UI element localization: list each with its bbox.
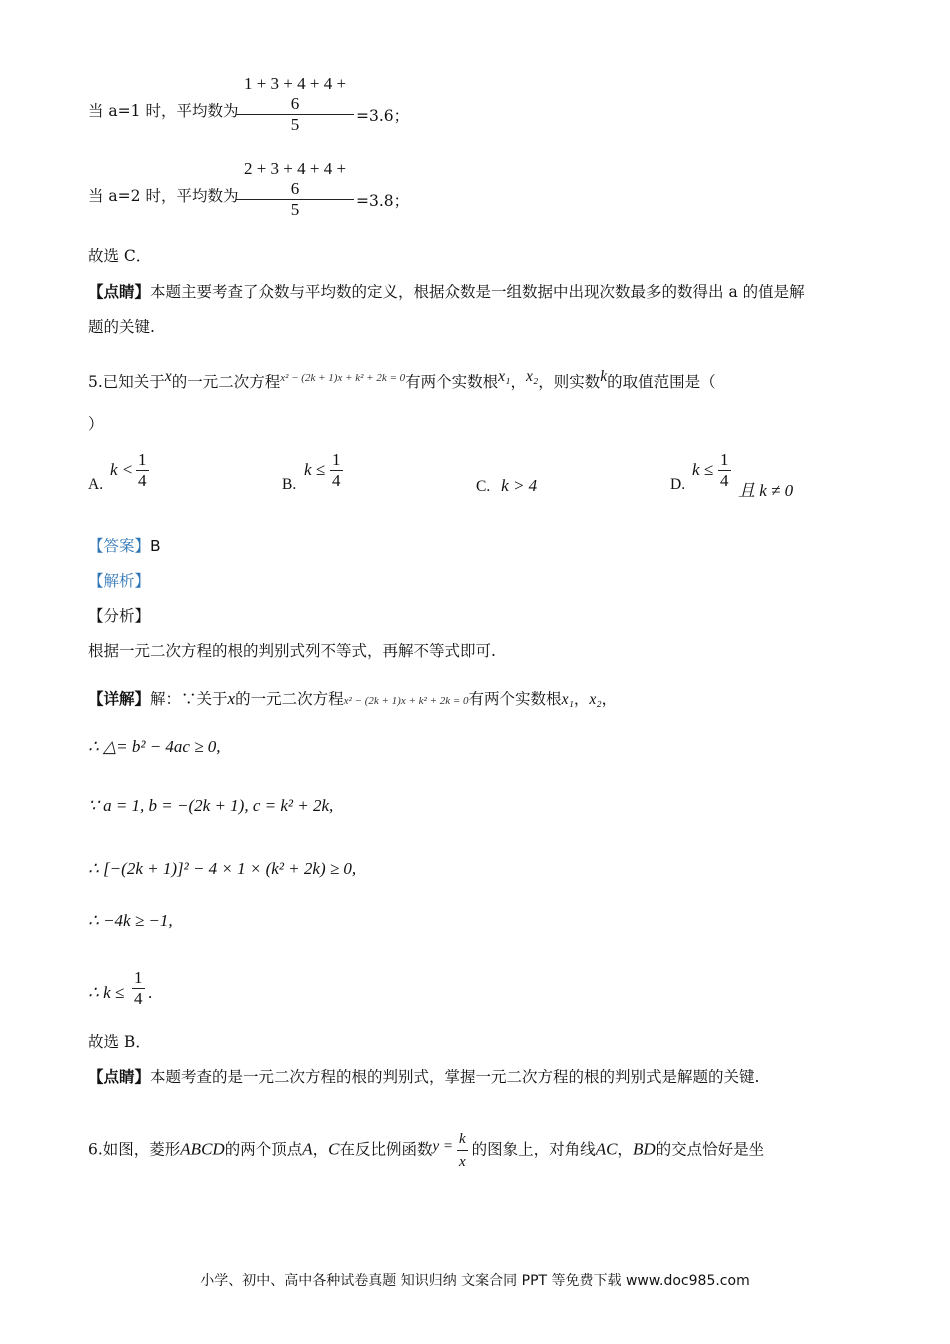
detail-equation: x² − (2k + 1)x + k² + 2k = 0 [343, 695, 469, 707]
calc-a1-numerator: 1 + 3 + 4 + 4 + 6 [236, 74, 354, 115]
final-step-fraction [132, 968, 145, 1009]
calc-a1-prefix: 当 a=1 时，平均数为 [88, 102, 239, 120]
comment-text: 本题考查的是一元二次方程的根的判别式，掌握一元二次方程的根的判别式是解题的关键. [150, 1068, 760, 1086]
detail-root1: x₁ [561, 691, 574, 708]
final-step-suffix: . [148, 983, 153, 1002]
q6-t1: 的两个顶点 [224, 1140, 303, 1159]
option-b-num: 1 [332, 450, 341, 469]
calc-a2-result: =3.8； [356, 192, 410, 210]
q6-t2: ， [312, 1140, 329, 1159]
q6-ac: AC [595, 1139, 618, 1159]
detail-root2: x₂ [589, 691, 602, 708]
calc-a2-denominator: 5 [290, 200, 300, 219]
q6-fraction [457, 1128, 468, 1173]
option-b-label: B. [282, 476, 297, 493]
q5-mid2: 有两个实数根 [405, 373, 499, 391]
calc-a1-denominator: 5 [290, 115, 300, 134]
q6-num: k [457, 1128, 468, 1151]
q5-mid1: 的一元二次方程 [171, 373, 281, 391]
calc-a1-fraction [236, 74, 354, 135]
step-3: ∴ [−(2k + 1)]² − 4 × 1 × (k² + 2k) ≥ 0, [88, 859, 357, 878]
final-step-den: 4 [134, 989, 143, 1008]
option-a-num: 1 [138, 450, 147, 469]
final-step-num: 1 [134, 968, 143, 987]
detail-var-x: x [227, 689, 236, 708]
q6-t5: ， [617, 1140, 633, 1159]
q6-t4: 的图象上，对角线 [471, 1140, 596, 1159]
prev-comment-text-2: 题的关键. [88, 318, 155, 336]
answer-value: B [150, 537, 161, 555]
option-d-den: 4 [720, 471, 729, 490]
q5-equation: x² − (2k + 1)x + k² + 2k = 0 [280, 372, 406, 384]
answer-tag: 【答案】 [88, 537, 151, 555]
q5-root1: x₁ [498, 368, 511, 385]
fenxi-text: 根据一元二次方程的根的判别式列不等式，再解不等式即可. [88, 642, 496, 660]
prev-comment-text-1: 本题主要考查了众数与平均数的定义，根据众数是一组数据中出现次数最多的数得出 a 的值是解 [150, 283, 805, 301]
step-4: ∴ −4k ≥ −1, [88, 911, 173, 930]
calc-a2-fraction [236, 159, 354, 220]
option-a-den: 4 [138, 471, 147, 490]
q5-lead: 5.已知关于 [88, 373, 165, 391]
q6-lead: 6.如图，菱形 [88, 1140, 181, 1159]
option-d-num: 1 [720, 450, 729, 469]
q6-y-eq: y = [432, 1138, 453, 1155]
calc-a1-result: =3.6； [356, 107, 410, 125]
option-a-fraction [136, 450, 149, 491]
calc-a2-numerator: 2 + 3 + 4 + 4 + 6 [236, 159, 354, 200]
option-b-fraction [330, 450, 343, 491]
page-footer: 小学、初中、高中各种试卷真题 知识归纳 文案合同 PPT 等免费下载 www.doc985.com [200, 1273, 750, 1289]
option-d-fraction [718, 450, 731, 491]
final-step-prefix: ∴ k ≤ [88, 983, 125, 1002]
q5-var-k: k [600, 368, 608, 385]
option-a-expr: k < [110, 460, 134, 479]
prev-comment [88, 281, 805, 303]
detail-text3: 有两个实数根 [468, 690, 562, 708]
calc-a2-line [88, 185, 238, 207]
q6-den: x [459, 1154, 466, 1170]
detail-text4: ， [601, 690, 618, 708]
step-1: ∴ △= b² − 4ac ≥ 0, [88, 737, 221, 756]
comment-tag: 【点睛】 [88, 1067, 151, 1086]
option-d-label: D. [670, 476, 686, 493]
q6-abcd: ABCD [180, 1139, 225, 1159]
detail-tag: 【详解】 [88, 689, 151, 708]
comment [88, 1066, 759, 1088]
option-d-suffix: 且 k ≠ 0 [738, 481, 794, 500]
answer-line [88, 535, 161, 557]
detail-text2: 的一元二次方程 [235, 690, 344, 708]
fenxi-tag: 【分析】 [88, 607, 151, 625]
q6-c: C [328, 1139, 340, 1159]
question-5 [88, 366, 716, 393]
option-c[interactable] [476, 476, 537, 496]
option-b-expr: k ≤ [304, 460, 326, 479]
detail-line [88, 688, 617, 712]
q5-mid3: ，则实数 [538, 373, 601, 391]
option-c-label: C. [476, 478, 491, 495]
q5-tail: 的取值范围是（ [607, 373, 716, 391]
option-b-den: 4 [332, 471, 341, 490]
option-c-expr: k > 4 [501, 476, 538, 495]
step-2: ∵ a = 1, b = −(2k + 1), c = k² + 2k, [88, 796, 334, 815]
question-6 [88, 1128, 764, 1173]
q5-comma: ， [510, 373, 526, 391]
q6-t3: 在反比例函数 [339, 1140, 433, 1159]
q5-root2: x₂ [525, 368, 539, 385]
q5-close: ） [88, 415, 104, 433]
calc-a2-prefix: 当 a=2 时，平均数为 [88, 187, 239, 205]
q6-bd: BD [632, 1139, 656, 1159]
analysis-tag: 【解析】 [88, 572, 151, 590]
detail-text1: 解：∵关于 [150, 690, 228, 708]
q6-t6: 的交点恰好是坐 [655, 1140, 765, 1159]
prev-choice: 故选 C． [88, 247, 152, 265]
option-d-expr: k ≤ [692, 460, 714, 479]
calc-a1-line [88, 100, 238, 122]
prev-comment-tag: 【点睛】 [88, 282, 151, 301]
q6-a: A [302, 1139, 313, 1159]
detail-comma: ， [573, 690, 590, 708]
choice: 故选 B． [88, 1033, 151, 1051]
q5-var-x: x [164, 368, 172, 385]
option-a-label: A. [88, 476, 104, 493]
